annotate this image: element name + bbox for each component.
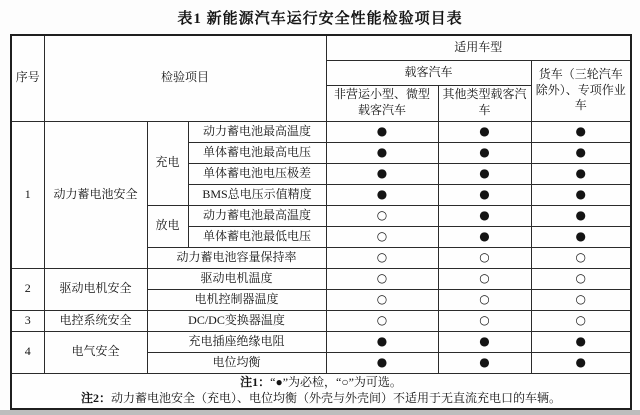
mark-cell: ●	[531, 142, 631, 163]
mark-cell: ●	[438, 331, 531, 352]
mark-cell: ●	[438, 142, 531, 163]
mark-cell: ●	[326, 331, 438, 352]
mark-cell: ○	[326, 226, 438, 247]
table-row	[11, 310, 631, 331]
mark-cell: ○	[438, 310, 531, 331]
mark-cell: ●	[438, 121, 531, 142]
item-cell: DC/DC变换器温度	[147, 310, 326, 331]
note-1	[15, 375, 627, 391]
mark-cell: ○	[326, 268, 438, 289]
item-cell: 驱动电机温度	[147, 268, 326, 289]
mark-cell: ○	[531, 289, 631, 310]
item-cell: 单体蓄电池最低电压	[188, 226, 326, 247]
notes-row	[11, 373, 631, 409]
header-applicable-models: 适用车型	[326, 35, 631, 60]
mark-cell: ○	[438, 247, 531, 268]
mark-cell: ●	[326, 121, 438, 142]
mark-cell: ○	[326, 310, 438, 331]
category-cell: 驱动电机安全	[44, 268, 147, 310]
item-cell: 电位均衡	[147, 352, 326, 373]
mark-cell: ●	[438, 352, 531, 373]
mark-cell: ○	[326, 247, 438, 268]
header-passenger-vehicles: 载客汽车	[326, 60, 531, 85]
mark-cell: ○	[438, 289, 531, 310]
mark-cell: ●	[438, 226, 531, 247]
inspection-table	[10, 34, 632, 410]
note-2-text: 动力蓄电池安全（充电）、电位均衡（外壳与外壳间）不适用于无直流充电口的车辆。	[111, 390, 562, 405]
header-nonoperational-small: 非营运小型、微型载客汽车	[326, 85, 438, 121]
bottom-edge-strip	[0, 410, 640, 415]
mark-cell: ○	[531, 247, 631, 268]
item-cell: 单体蓄电池最高电压	[188, 142, 326, 163]
table-row	[11, 268, 631, 289]
table-title: 表1 新能源汽车运行安全性能检验项目表	[177, 11, 463, 27]
note-2	[15, 391, 627, 407]
category-cell: 动力蓄电池安全	[44, 121, 147, 268]
seq-cell: 2	[11, 268, 44, 310]
mark-cell: ●	[531, 331, 631, 352]
item-cell: BMS总电压示值精度	[188, 184, 326, 205]
mark-cell: ○	[531, 310, 631, 331]
seq-cell: 1	[11, 121, 44, 268]
mark-cell: ●	[531, 121, 631, 142]
mark-cell: ●	[531, 226, 631, 247]
mark-cell: ●	[531, 163, 631, 184]
category-cell: 电气安全	[44, 331, 147, 373]
header-items: 检验项目	[44, 35, 326, 121]
mark-cell: ●	[438, 184, 531, 205]
subcategory-cell: 放电	[147, 205, 188, 247]
subcategory-cell: 充电	[147, 121, 188, 205]
note-1-label: 注1：	[240, 375, 271, 390]
mark-cell: ●	[531, 205, 631, 226]
mark-cell: ●	[326, 142, 438, 163]
mark-cell: ○	[326, 289, 438, 310]
item-cell: 单体蓄电池电压极差	[188, 163, 326, 184]
mark-cell: ●	[326, 184, 438, 205]
header-seq: 序号	[11, 35, 44, 121]
seq-cell: 4	[11, 331, 44, 373]
table-row	[11, 331, 631, 352]
item-cell: 动力蓄电池最高温度	[188, 121, 326, 142]
note-2-label: 注2：	[81, 390, 112, 405]
header-other-passenger: 其他类型载客汽车	[438, 85, 531, 121]
notes-cell	[11, 373, 631, 409]
note-1-text: “●”为必检，“○”为可选。	[270, 375, 402, 390]
mark-cell: ●	[531, 184, 631, 205]
item-cell: 动力蓄电池容量保持率	[147, 247, 326, 268]
mark-cell: ●	[326, 352, 438, 373]
mark-cell: ○	[531, 268, 631, 289]
seq-cell: 3	[11, 310, 44, 331]
header-trucks: 货车（三轮汽车除外）、专项作业车	[531, 60, 631, 121]
header-row-1	[11, 35, 631, 60]
item-cell: 动力蓄电池最高温度	[188, 205, 326, 226]
item-cell: 电机控制器温度	[147, 289, 326, 310]
table-row	[11, 121, 631, 142]
mark-cell: ●	[531, 352, 631, 373]
mark-cell: ●	[326, 163, 438, 184]
category-cell: 电控系统安全	[44, 310, 147, 331]
mark-cell: ○	[326, 205, 438, 226]
mark-cell: ●	[438, 163, 531, 184]
item-cell: 充电插座绝缘电阻	[147, 331, 326, 352]
mark-cell: ○	[438, 268, 531, 289]
mark-cell: ●	[438, 205, 531, 226]
